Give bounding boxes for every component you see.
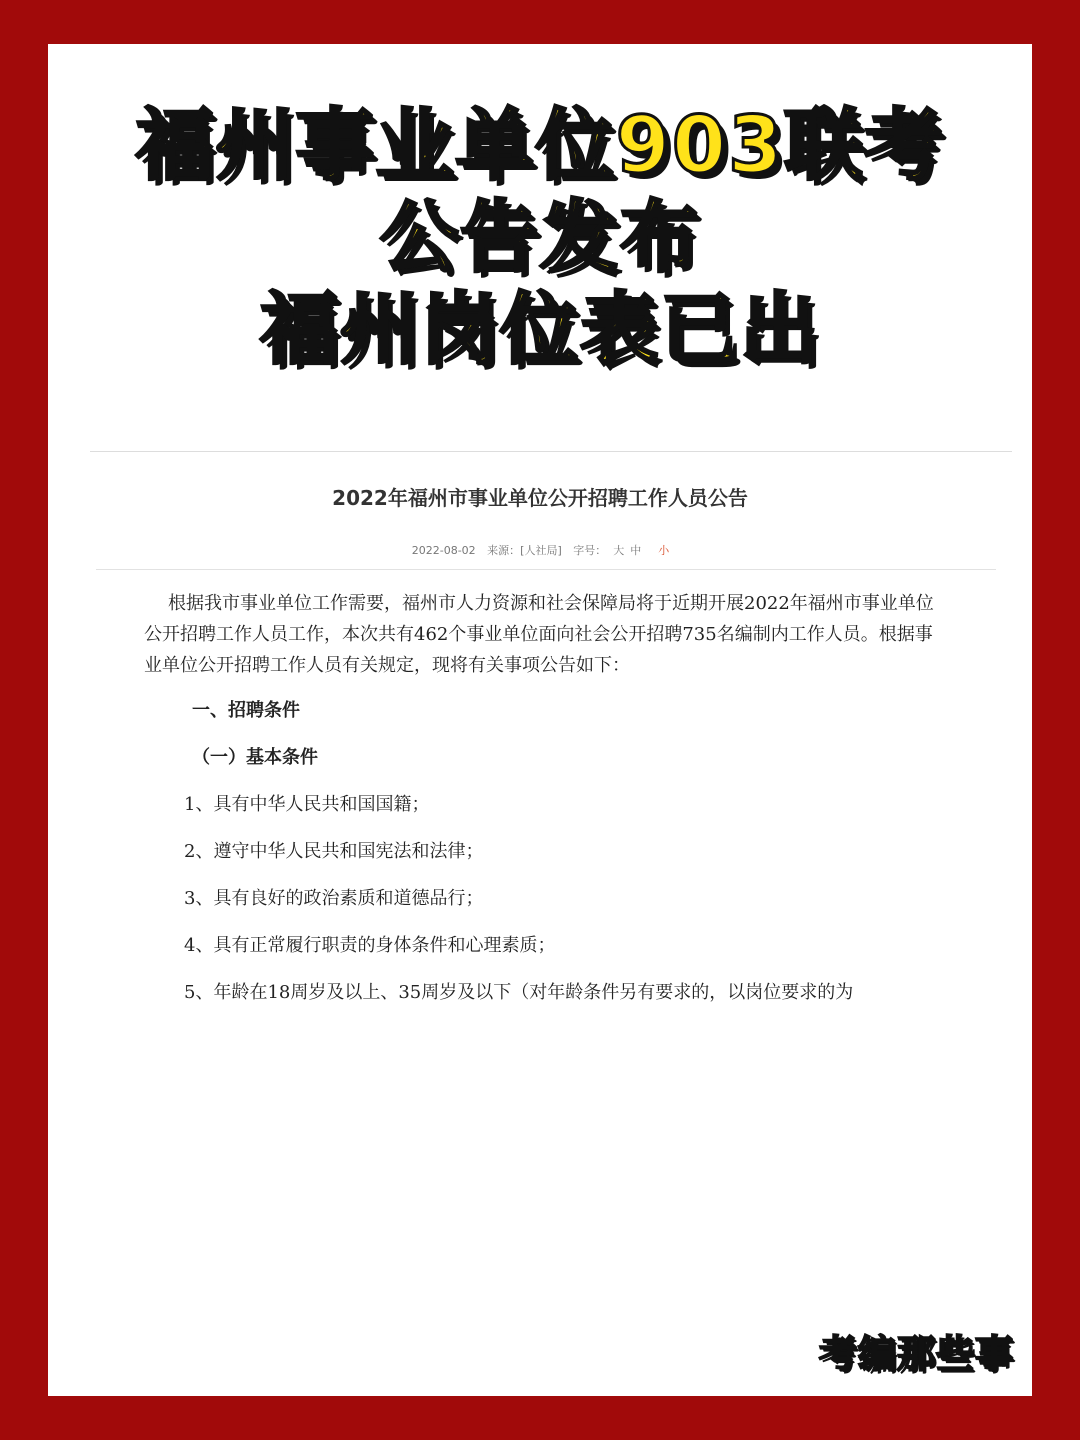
cover-headline-line-1: 福州事业单位903联考 (135, 101, 945, 191)
divider (96, 569, 996, 570)
article-title: 2022年福州市事业单位公开招聘工作人员公告 (332, 486, 748, 510)
font-size-large-button[interactable]: 大 (613, 544, 625, 557)
font-size-medium-button[interactable]: 中 (630, 544, 642, 557)
publish-date: 2022-08-02 (411, 544, 476, 557)
intro-paragraph: 根据我市事业单位工作需要，福州市人力资源和社会保障局将于近期开展2022年福州市事业单位公开招聘工作人员工作，本次共有462个事业单位面向社会公开招聘735名编制内工作人员。根据事业单位公开招聘工作人员有关规定，现将有关事项公告如下： (144, 593, 934, 676)
list-item: 2、遵守中华人民共和国宪法和法律； (184, 841, 484, 862)
font-size-small-button[interactable]: 小 (658, 544, 670, 557)
list-item: 3、具有良好的政治素质和道德品行； (184, 888, 484, 909)
section-heading: 一、招聘条件 (192, 700, 300, 721)
list-item: 4、具有正常履行职责的身体条件和心理素质； (184, 935, 556, 956)
subsection-heading: （一）基本条件 (192, 747, 318, 768)
cover-headline-line-2: 公告发布 (379, 193, 700, 283)
page-frame (48, 44, 1032, 1396)
watermark: 考编那些事 (818, 1332, 1014, 1376)
source-label: 来源：[人社局] (487, 544, 562, 557)
list-item: 1、具有中华人民共和国国籍； (184, 794, 430, 815)
cover-headline-line-3: 福州岗位表已出 (259, 285, 820, 375)
article-body (144, 588, 944, 1028)
font-size-label: 字号： (573, 544, 607, 557)
article-meta (48, 542, 1032, 558)
divider (90, 451, 1012, 452)
cover-headline (48, 100, 1032, 376)
list-item: 5、年龄在18周岁及以上、35周岁及以下（对年龄条件另有要求的，以岗位要求的为 (184, 982, 854, 1003)
